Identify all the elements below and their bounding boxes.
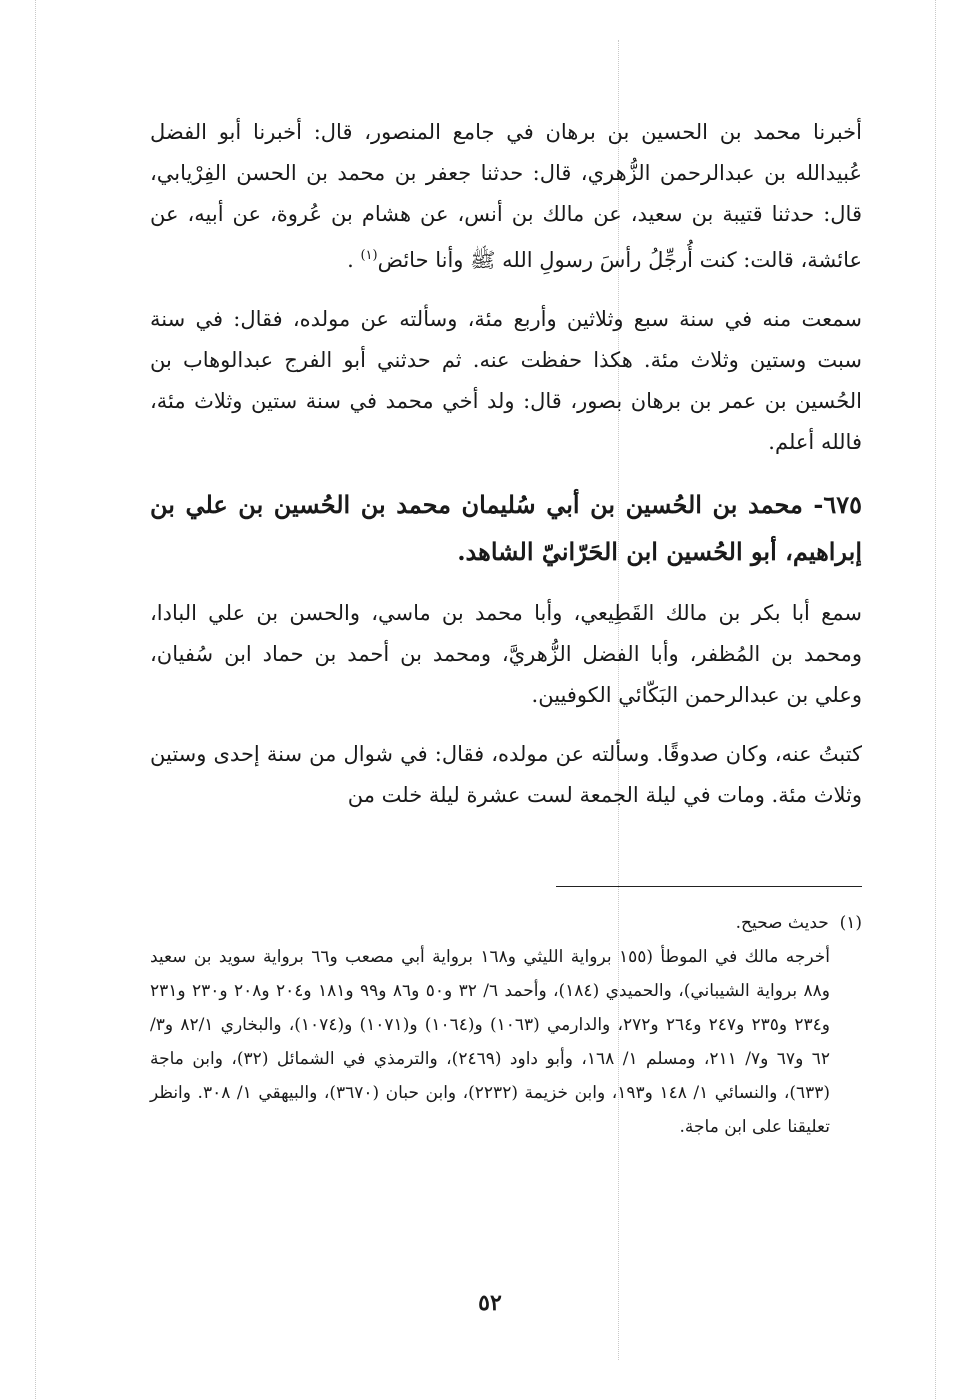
footnote-reference[interactable]: (١) — [360, 248, 378, 263]
paragraph-teachers: سمع أبا بكر بن مالك القَطِيعي، وأبا محمد بن ماسي، والحسن بن علي البادا، ومحمد بن المُظفر، وأبا الفضل الزُّهريَّ، ومحمد بن أحمد بن حماد ابن سُفيان، وعلي بن عبدالرحمن البَكّائي الكوفيين. — [150, 601, 862, 707]
footnote-label: (١) — [839, 913, 862, 933]
scan-line-left — [35, 0, 36, 1399]
footnote-reference-suffix: . — [347, 248, 354, 272]
entry-heading: ٦٧٥- محمد بن الحُسين بن أبي سُليمان محمد بن الحُسين بن علي بن إبراهيم، أبو الحُسين ابن الحَرّانيّ الشاهد. — [150, 490, 862, 566]
footnote-heading — [150, 906, 862, 940]
main-text — [150, 112, 862, 834]
footnote-title: حديث صحيح. — [735, 913, 829, 933]
paragraph-birth-date: سمعت منه في سنة سبع وثلاثين وأربع مئة، وسألته عن مولده، فقال: في سنة سبت وستين وثلاث مئة. هكذا حفظت عنه. ثم حدثني أبو الفرج عبدالوهاب بن الحُسين بن عمر بن برهان بصور، قال: ولد أخي محمد في سنة ستين وثلاث مئة، فالله أعلم. — [150, 307, 862, 454]
paragraph-hadith-chain — [150, 112, 862, 281]
scan-line-right — [935, 0, 936, 1399]
page-number: ٥٢ — [478, 1290, 502, 1316]
paragraph-death: كتبتُ عنه، وكان صدوقًا. وسألته عن مولده، فقال: في شوال من سنة إحدى وستين وثلاث مئة. ومات في ليلة الجمعة لست عشرة ليلة خلت من — [150, 742, 862, 807]
paragraph-1-text: أخبرنا محمد بن الحسين بن برهان في جامع المنصور، قال: أخبرنا أبو الفضل عُبيدالله بن عبدالرحمن الزُّهري، قال: حدثنا جعفر بن محمد بن الحسن الفِرْيابي، قال: حدثنا قتيبة بن سعيد، عن مالك بن أنس، عن هشام بن عُروة، عن أبيه، عن عائشة، قالت: كنت أُرجِّلُ رأسَ رسولِ الله ﷺ وأنا حائض — [150, 120, 862, 272]
footnotes — [150, 906, 862, 1144]
footnote-divider — [556, 886, 862, 887]
footnote-text: أخرجه مالك في الموطأ (١٥٥ برواية الليثي و١٦٨ برواية أبي مصعب و٦٦ برواية سويد بن سعيد و٨٨ برواية الشيباني)، والحميدي (١٨٤)، وأحمد ٦/ ٣٢ و٥٠ و٨٦ و٩٩ و١٨١ و٢٠٤ و٢٠٨ و٢٣٠ و٢٣١ و٢٣٤ و٢٣٥ و٢٤٧ و٢٦٤ و٢٧٢، والدارمي (١٠٦٣) و(١٠٦٤) و(١٠٧١) و(١٠٧٤)، والبخاري ٨٢/١ و٣/ ٦٢ و٦٧ و٧/ ٢١١، ومسلم ١/ ١٦٨، وأبو داود (٢٤٦٩)، والترمذي في الشمائل (٣٢)، وابن ماجة (٦٣٣)، والنسائي ١/ ١٤٨ و١٩٣، وابن خزيمة (٢٢٣٢)، وابن حبان (٣٦٧٠)، والبيهقي ١/ ٣٠٨. وانظر تعليقنا على ابن ماجة. — [150, 947, 831, 1137]
